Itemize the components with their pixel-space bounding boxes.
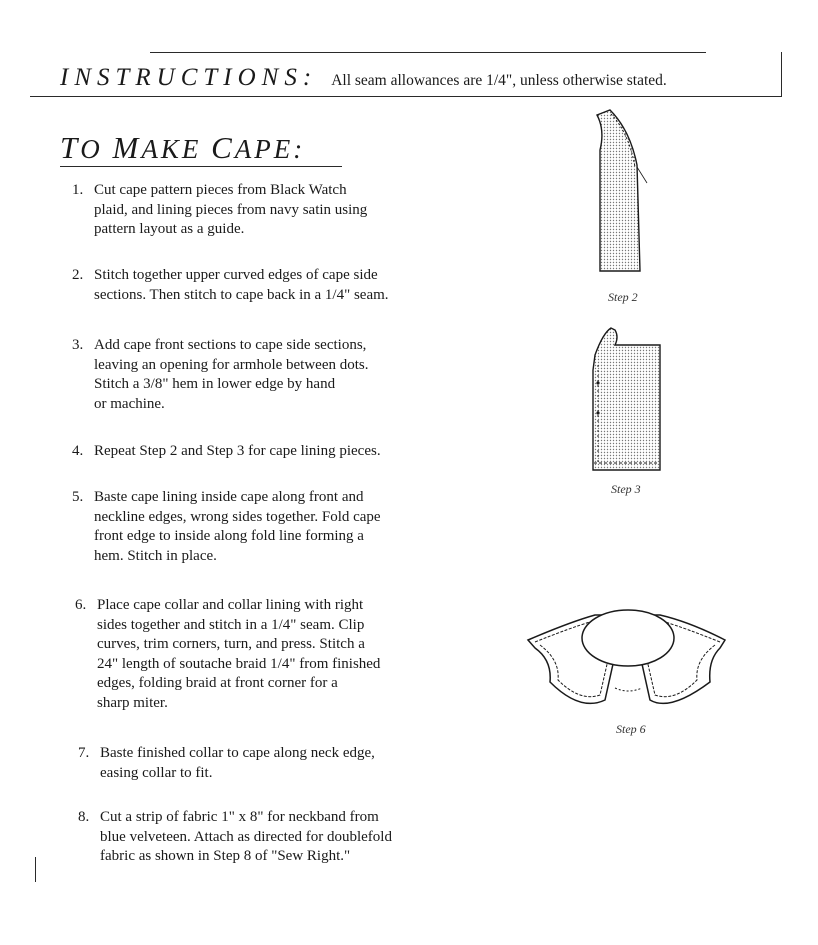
margin-mark [35, 857, 36, 882]
header-top-rule [150, 52, 706, 53]
seam-allowance-note: All seam allowances are 1/4", unless otherwise stated. [331, 72, 667, 89]
step2-caption: Step 2 [608, 290, 638, 304]
step2-illustration [585, 105, 655, 275]
header-bottom-rule [30, 96, 782, 97]
section-title-underline [60, 166, 342, 167]
step3-caption: Step 3 [611, 482, 641, 496]
header-right-rule [781, 52, 782, 96]
section-title: TO MAKE CAPE: [60, 130, 306, 165]
step6-caption: Step 6 [616, 722, 646, 736]
step3-illustration [585, 325, 665, 475]
step6-collar-illustration [520, 600, 735, 720]
instructions-title: INSTRUCTIONS: [60, 64, 318, 91]
instructions-header [60, 64, 667, 92]
